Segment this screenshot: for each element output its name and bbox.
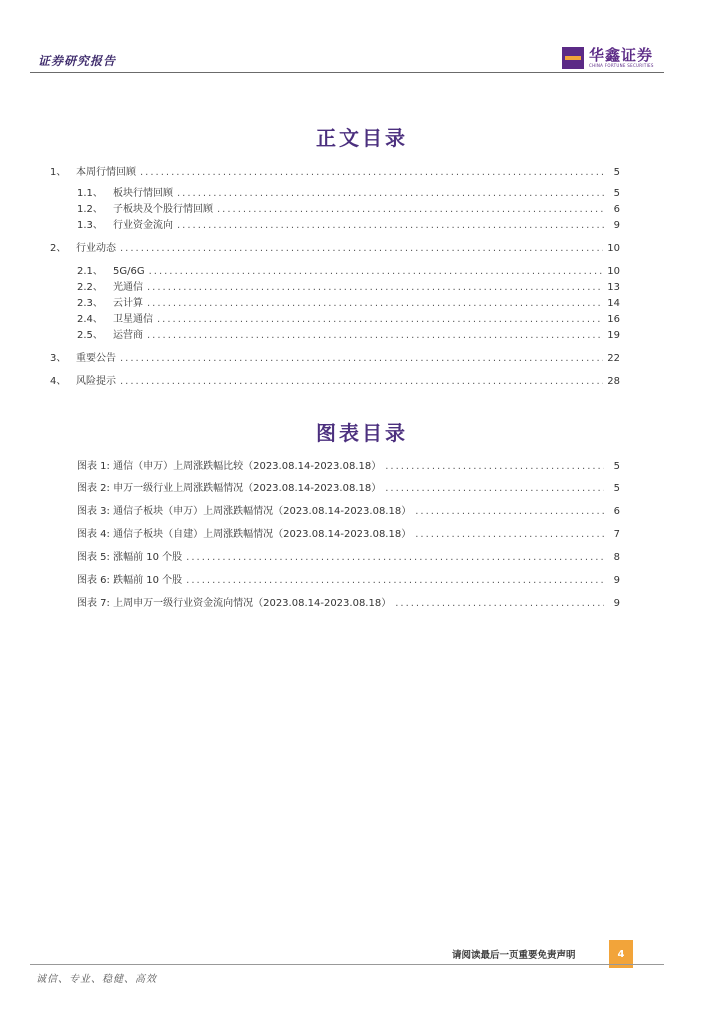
header-divider [30,72,664,73]
toc-entry-number: 2.1、 [77,266,103,277]
toc-entry-label: 重要公告 [76,353,116,364]
toc-leader-dots [385,461,604,472]
footer-slogan: 诚信、专业、稳健、高效 [36,974,157,985]
toc-entry-page: 13 [607,282,620,293]
toc-entry-label: 风险提示 [76,376,116,387]
toc-leader-dots [120,353,603,364]
logo-text [589,47,654,69]
figure-entry-page: 8 [613,552,620,563]
toc-entry-label: 板块行情回顾 [113,188,173,199]
logo-name-en: CHINA FORTUNE SECURITIES [589,63,654,68]
toc-entry-number: 2.4、 [77,314,103,325]
toc-leader-dots [147,330,603,341]
toc-entry[interactable] [50,372,620,386]
toc-leader-dots [120,376,603,387]
figure-entry-page: 6 [613,506,620,517]
toc-entry-number: 2.3、 [77,298,103,309]
toc-entry-page: 28 [607,376,620,387]
toc-entry[interactable] [77,200,620,214]
header-title: 证券研究报告 [38,54,117,68]
toc-leader-dots [186,575,604,586]
figure-entry[interactable] [77,594,620,608]
toc-entry-label: 本周行情回顾 [76,167,136,178]
toc-entry-label: 行业资金流向 [113,220,173,231]
toc-entry[interactable] [77,294,620,308]
toc-entry-number: 4、 [50,376,67,387]
toc-leader-dots [140,167,604,178]
logo [562,47,654,69]
toc-entry-page: 5 [613,167,620,178]
toc-entry[interactable] [50,163,620,177]
toc-entry-label: 卫星通信 [113,314,153,325]
figure-entry-label: 图表 3: 通信子板块（申万）上周涨跌幅情况（2023.08.14-2023.08.18） [77,506,412,517]
toc-entry-number: 2、 [50,243,67,254]
toc-entry-number: 1.1、 [77,188,103,199]
figure-entry-page: 9 [613,598,620,609]
toc-title: 正文目录 [316,126,408,150]
toc-leader-dots [177,220,604,231]
figure-entry-page: 7 [613,529,620,540]
figure-entry-label: 图表 5: 涨幅前 10 个股 [77,552,183,563]
figure-entry[interactable] [77,502,620,516]
toc-entry-page: 10 [607,243,620,254]
logo-mark-icon [562,47,584,69]
figure-entry-page: 5 [613,461,620,472]
toc-entry-number: 1.3、 [77,220,103,231]
toc-leader-dots [186,552,604,563]
toc-entry-page: 10 [607,266,620,277]
toc-entry-number: 2.5、 [77,330,103,341]
toc-leader-dots [147,282,603,293]
toc-leader-dots [415,529,604,540]
toc-leader-dots [149,266,604,277]
toc-entry-label: 行业动态 [76,243,116,254]
figure-entry-label: 图表 4: 通信子板块（自建）上周涨跌幅情况（2023.08.14-2023.08.18） [77,529,412,540]
toc-entry-number: 1、 [50,167,67,178]
toc-entry-label: 子板块及个股行情回顾 [113,204,213,215]
toc-entry-page: 22 [607,353,620,364]
logo-name-cn: 华鑫证券 [589,46,654,64]
footer-divider [30,964,664,965]
toc-entry-page: 5 [613,188,620,199]
toc-entry[interactable] [77,216,620,230]
disclaimer-notice: 请阅读最后一页重要免责声明 [452,950,576,961]
figure-entry[interactable] [77,525,620,539]
toc-entry-label: 光通信 [113,282,143,293]
toc-entry-number: 3、 [50,353,67,364]
figures-title: 图表目录 [316,421,408,445]
toc-entry-number: 1.2、 [77,204,103,215]
figure-entry-label: 图表 1: 通信（申万）上周涨跌幅比较（2023.08.14-2023.08.18） [77,461,382,472]
toc-entry[interactable] [77,262,620,276]
figure-entry[interactable] [77,457,620,471]
toc-leader-dots [120,243,603,254]
toc-leader-dots [177,188,604,199]
figure-entry-page: 9 [613,575,620,586]
toc-leader-dots [217,204,604,215]
figure-entry[interactable] [77,479,620,493]
toc-entry-page: 16 [607,314,620,325]
figure-entry-label: 图表 2: 申万一级行业上周涨跌幅情况（2023.08.14-2023.08.18） [77,483,382,494]
toc-leader-dots [157,314,603,325]
toc-leader-dots [415,506,604,517]
toc-leader-dots [147,298,603,309]
toc-leader-dots [385,483,604,494]
toc-entry[interactable] [50,349,620,363]
figure-entry[interactable] [77,548,620,562]
toc-entry-page: 6 [613,204,620,215]
toc-entry-page: 14 [607,298,620,309]
toc-entry[interactable] [77,184,620,198]
figure-entry-label: 图表 7: 上周申万一级行业资金流向情况（2023.08.14-2023.08.18） [77,598,392,609]
toc-entry[interactable] [50,239,620,253]
toc-entry[interactable] [77,278,620,292]
toc-entry-label: 运营商 [113,330,143,341]
toc-leader-dots [395,598,604,609]
toc-entry-page: 9 [613,220,620,231]
toc-entry-label: 5G/6G [113,266,145,277]
toc-entry-number: 2.2、 [77,282,103,293]
toc-entry-page: 19 [607,330,620,341]
toc-entry[interactable] [77,326,620,340]
toc-entry[interactable] [77,310,620,324]
figure-entry[interactable] [77,571,620,585]
figure-entry-label: 图表 6: 跌幅前 10 个股 [77,575,183,586]
toc-entry-label: 云计算 [113,298,143,309]
page-number-badge: 4 [609,940,633,968]
figure-entry-page: 5 [613,483,620,494]
